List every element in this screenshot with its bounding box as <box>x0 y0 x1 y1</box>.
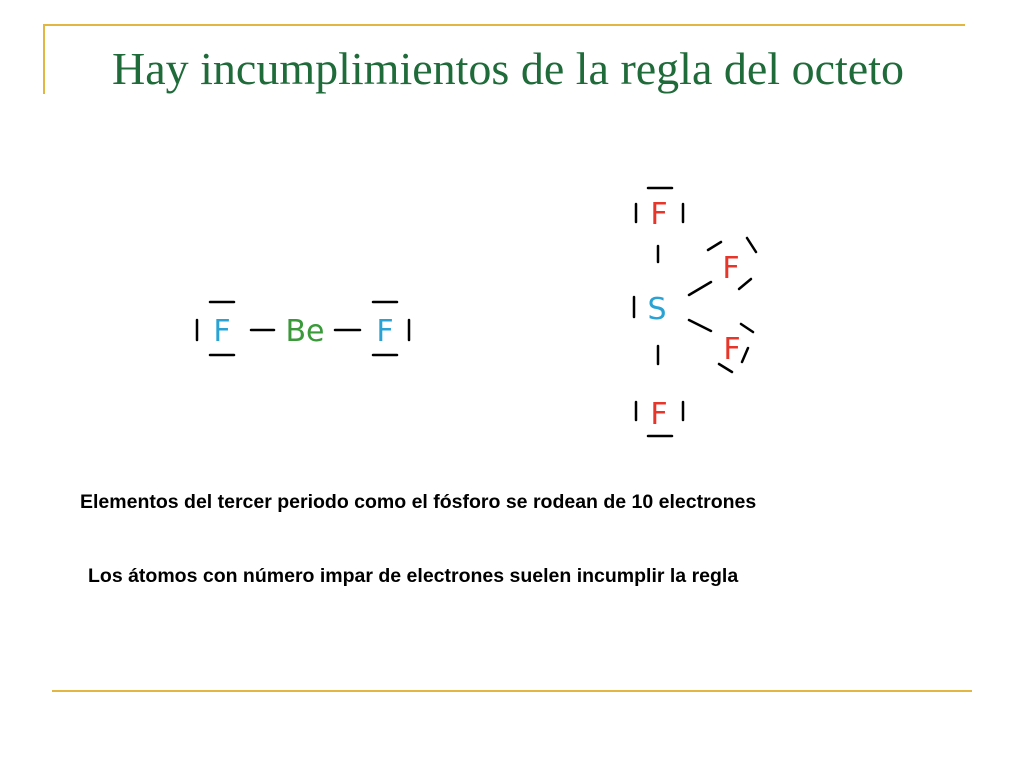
sf4-lewis-structure <box>620 180 780 450</box>
lone-pair-line <box>747 238 756 252</box>
fluorine-atom-right: F <box>376 314 394 349</box>
slide-title: Hay incumplimientos de la regla del octeto <box>112 43 904 94</box>
fluorine-atom-upper-right: F <box>722 251 740 286</box>
lone-pair-line <box>739 279 751 289</box>
lone-pair-line <box>742 348 748 362</box>
fluorine-atom-left: F <box>213 314 231 349</box>
statement-third-period: Elementos del tercer periodo como el fósforo se rodean de 10 electrones <box>80 491 757 513</box>
lone-pair-line <box>708 242 721 250</box>
bond-line <box>689 282 711 295</box>
beryllium-atom: Be <box>285 314 325 349</box>
fluorine-atom-bottom: F <box>650 397 668 432</box>
lone-pair-line <box>741 324 753 332</box>
bef2-lewis-structure <box>185 290 425 370</box>
frame-top-line <box>43 24 965 26</box>
bond-line <box>689 320 711 331</box>
fluorine-atom-lower-right: F <box>723 332 741 367</box>
fluorine-atom-top: F <box>650 197 668 232</box>
sulfur-atom: S <box>647 292 667 327</box>
frame-bottom-line <box>52 690 972 692</box>
statement-odd-electrons: Los átomos con número impar de electrones suelen incumplir la regla <box>88 565 739 587</box>
frame-left-line <box>43 24 45 94</box>
